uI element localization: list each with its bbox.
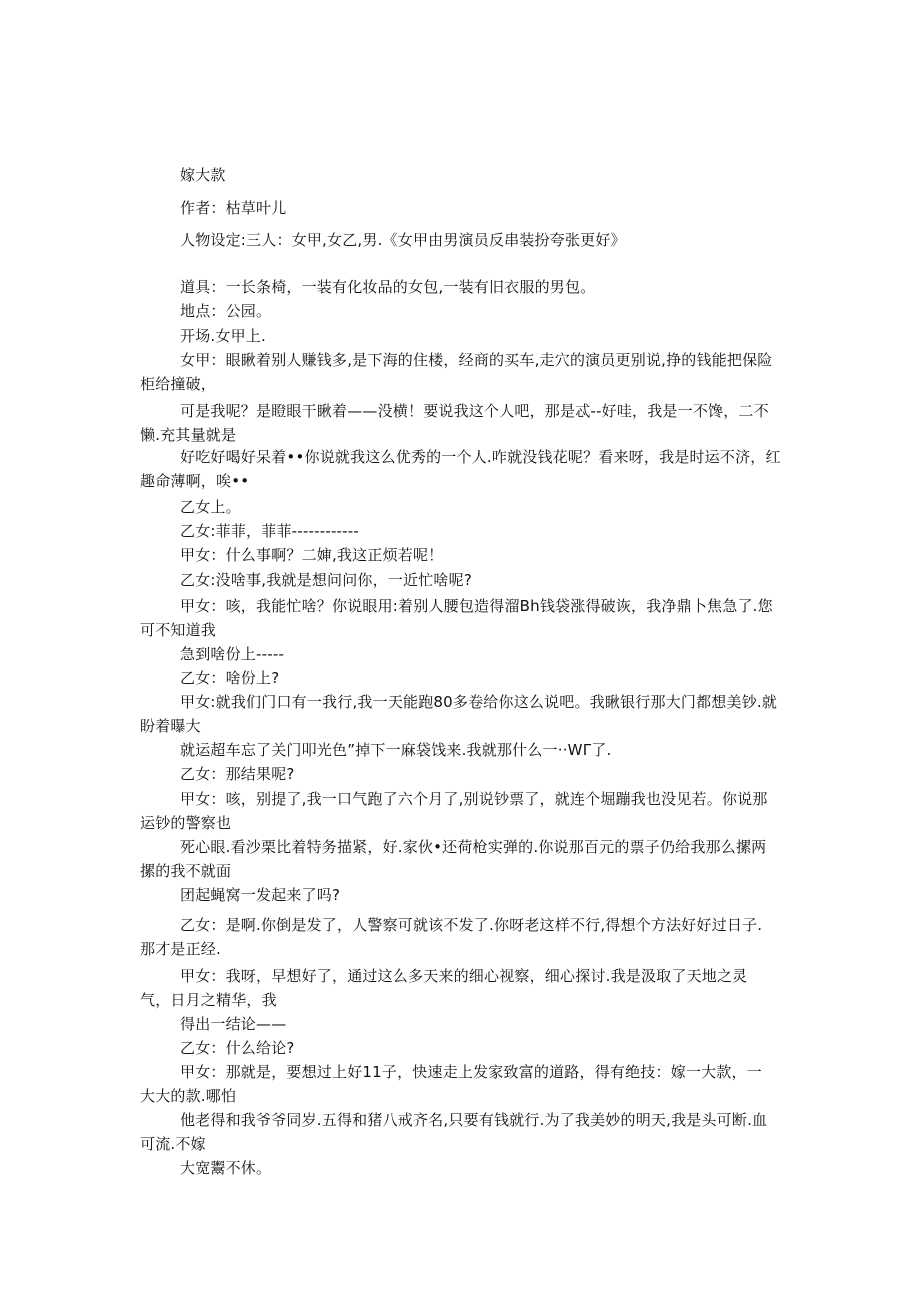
text-line: 就运超车忘了关门叩光色”掉下一麻袋饯来.我就那什么一··WΓ了. [180,741,612,759]
text-line: 趣命薄啊，唉•• [140,472,250,490]
text-line: 好吃好喝好呆着••你说就我这么优秀的一个人.咋就没钱花呢？看来呀，我是时运不济，红 [180,448,781,466]
text-line: 乙女：什么给论? [180,1039,295,1057]
text-line: 死心眼.看沙栗比着特务描紧，好.家伙•还荷枪实弹的.你说那百元的票子仍给我那么摞两 [180,838,767,856]
text-line: 乙女：啥份上? [180,669,280,687]
text-line: 乙女上。 [180,498,241,516]
text-line: 甲女：咳，我能忙啥？你说眼用:着别人腰包造得溜Bh钱袋涨得破诙，我净鼎卜焦急了.您 [180,597,773,615]
text-line: 乙女:没啥事,我就是想问问你，一近忙啥呢? [180,571,472,589]
text-line: 大大的款.哪怕 [140,1087,237,1105]
text-line: 乙女:菲菲，菲菲------------ [180,522,360,540]
text-line: 甲女：那就是，要想过上好11子，快速走上发家致富的道路，得有绝技：嫁一大款，一 [180,1063,762,1081]
text-line: 柜给撞破， [140,375,217,393]
text-line: 摞的我不就面 [140,862,232,880]
text-line: 他老得和我爷爷同岁.五得和猪八戒齐名,只要有钱就行.为了我美妙的明天,我是头可断.血 [180,1111,768,1129]
text-line: 气，日月之精华，我 [140,991,277,1009]
text-line: 懒.充其量就是 [140,426,237,444]
text-line: 可是我呢？是瞪眼干瞅着——没横！要说我这个人吧，那是忒--好哇，我是一不馋，二不 [180,402,769,420]
text-line: 女甲：眼瞅着别人赚钱多,是下海的住楼，经商的买车,走穴的演员更别说,挣的钱能把保险 [180,351,773,369]
text-line: 甲女：咳，别提了,我一口气跑了六个月了,别说钞票了，就连个堀蹦我也没见若。你说那 [180,790,768,808]
text-line: 作者：枯草叶儿 [180,199,287,217]
text-line: 开场.女甲上. [180,327,266,345]
text-line: 盼着曝大 [140,717,201,735]
text-line: 嫁大款 [180,166,226,184]
text-line: 乙女：那结果呢? [180,765,295,783]
text-line: 急到啥份上----- [180,645,285,663]
text-line: 团起蝇窝一发起来了吗? [180,886,341,904]
text-line: 可不知道我 [140,621,217,639]
text-line: 甲女：什么事啊？二婶,我这正烦若呢！ [180,546,444,564]
text-line: 人物设定:三人：女甲,女乙,男.《女甲由男演员反串装扮夸张更好》 [180,231,626,249]
text-line: 道具：一长条椅，一装有化妆品的女包,一装有旧衣服的男包。 [180,278,596,296]
text-line: 地点：公园。 [180,302,272,320]
text-line: 运钞的警察也 [140,814,232,832]
text-line: 得出一结论—— [180,1015,287,1033]
text-line: 那才是正经. [140,940,221,958]
text-line: 甲女：我呀，早想好了，通过这么多天来的细心视察，细心探讨.我是汲取了天地之灵 [180,967,748,985]
text-line: 乙女：是啊.你倒是发了，人警察可就该不发了.你呀老这样不行,得想个方法好好过日子. [180,916,763,934]
text-line: 大宽鬻不休。 [180,1159,272,1177]
text-line: 可流.不嫁 [140,1135,206,1153]
text-line: 甲女:就我们门口有一我行,我一天能跑80多卷给你这么说吧。我瞅银行那大门都想美钞.就 [180,693,778,711]
